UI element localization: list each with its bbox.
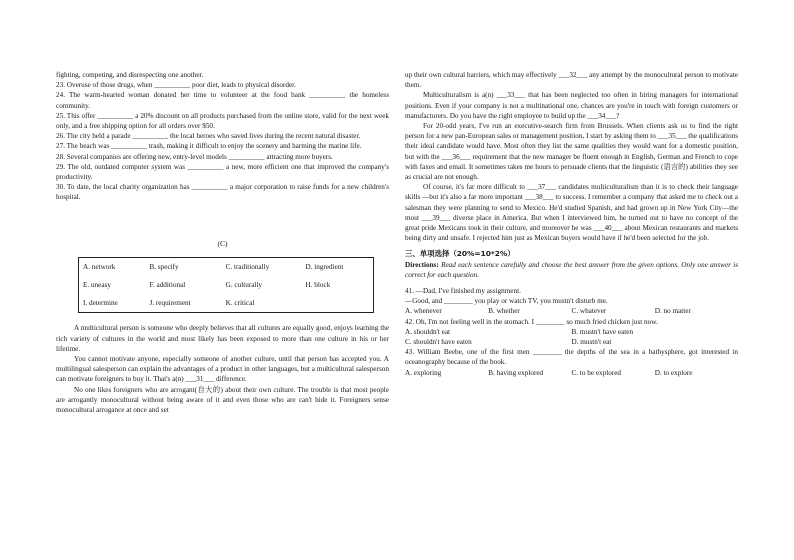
word-bank-cell: G. culturally [225,281,262,290]
right-column [405,70,738,378]
word-bank-cell [302,294,374,313]
question-41-stem: 41. —Dad, I've finished my assignment. [405,287,521,296]
fill-item: fighting, competing, and disrespecting one another. [56,71,204,79]
question-43-stem: 43. William Beebe, one of the first men ________ the depths of the sea in a bathysphere, got interested in oceanography because of the book. [405,348,738,367]
word-bank-cell: H. block [305,281,331,290]
word-bank-cell: E. uneasy [83,281,111,290]
question-42-options-2 [405,337,738,347]
question-41-stem-2: —Good, and ________ you play or watch TV, you mustn't disturb me. [405,297,608,306]
fill-item: 30. To date, the local charity organization has __________ a major corporation to raise funds for a new children's hospital. [56,183,389,202]
option-d[interactable]: D. mustn't eat [571,338,612,347]
word-bank-cell: F. additional [149,281,186,290]
left-column [56,70,389,415]
option-c[interactable]: C. shouldn't have eaten [405,338,472,347]
question-42-options [405,327,738,337]
passage-paragraph: up their own cultural barriers, which may effectively ___32___ any attempt by the monocultural person to motivate them. [405,71,738,90]
option-c[interactable]: C. whatever [571,307,607,316]
word-bank-cell: A. network [83,262,116,271]
option-a[interactable]: A. exploring [405,368,442,377]
section-3-title: 三、单项选择（20%=10*2%） [405,249,515,259]
word-bank-cell: J. requirement [149,299,191,308]
option-b[interactable]: B. whether [488,307,520,316]
fill-item: 26. The city held a parade __________ the local heroes who saved lives during the recent natural disaster. [56,132,361,141]
fill-item: 24. The warm-hearted woman donated her time to volunteer at the food bank __________ the homeless community. [56,91,389,110]
fill-item: 28. Several companies are offering new, entry-level models __________ attracting more buyers. [56,152,333,161]
fill-item: 27. The beach was __________ trash, making it difficult to enjoy the scenery and harming the marine life. [56,142,362,151]
passage-paragraph: Of course, it's far more difficult to ___37___ candidates multiculturalism than it is to check their language skills —but it's also a far more important ___38___ to success. I remember a company that asked me to check out a salesman they were planning to send to Mexico. He'd studied Spanish, and had grown up in New York City—the most ___39___ diverse place in America. But when I interviewed him, he turned out to have no concept of the great pride Mexicans took in their culture, and moreover he was ___40___ about Mexican restaurants and markets being dirty and unsafe. I rejected him just as Mexican buyers would have if he'd been selected for the job. [405,183,738,243]
directions-text: Read each sentence carefully and choose the best answer from the given options. Only one answer is correct for each question. [405,260,739,279]
word-bank-cell: D. ingredient [305,262,344,271]
fill-item: 23. Overuse of those drugs, when __________ poor diet, leads to physical disorder. [56,81,296,90]
option-d[interactable]: D. no matter [654,307,691,316]
word-bank-row [79,294,374,313]
word-bank-table [78,257,374,314]
word-bank-cell: B. specify [149,262,179,271]
directions [405,260,738,280]
question-43-options [405,368,738,378]
word-bank-row [79,257,374,276]
passage-paragraph: You cannot motivate anyone, especially someone of another culture, until that person has accepted you. A multilingual salesperson can explain the advantages of a product in other languages, but a multicultural salesperson can motivate foreigners to buy it. That's a(n) ___31___ difference. [56,355,389,384]
question-41-options [405,306,738,316]
option-a[interactable]: A. whenever [405,307,442,316]
word-bank-cell: K. critical [225,299,255,308]
option-d[interactable]: D. to explore [654,368,693,377]
word-bank-row [79,276,374,294]
directions-label: Directions: [405,260,439,269]
passage-paragraph: No one likes foreigners who are arrogant(自大的) about their own culture. The trouble is that most people are arrogantly monocultural without being aware of it and even those who are can't hide it. Foreigners sense monocultural arrogance at once and set [56,385,389,415]
option-c[interactable]: C. to be explored [571,368,622,377]
fill-item: 29. The old, outdated computer system was __________ a new, more efficient one that improved the company's productivity. [56,162,389,182]
option-b[interactable]: B. mustn't have eaten [571,327,634,336]
word-bank-cell: C. traditionally [225,262,270,271]
question-42-stem: 42. Oh, I'm not feeling well in the stomach. I ________ so much fried chicken just now. [405,317,658,326]
passage-paragraph: For 20-odd years, I've run an executive-search firm from Brussels. When clients ask us to find the right person for a new pan-European sales or management position, I start by asking them to ___35___ the qualifications their ideal candidate would have. Most often they list the same qualities they would want for a domestic position, but with the ___36___ requirement that the new manager be fluent enough in English, German and French to cope with faxes and email. It sometimes takes me hours to persuade clients that the linguistic (语言的) abilities they see as crucial are not enough. [405,122,738,182]
fill-item: 25. This offer __________ a 20% discount on all products purchased from the online store, valid for the next week only, and a free shipping option for all orders over $50. [56,111,389,131]
section-c-label: (C) [217,238,228,248]
option-a[interactable]: A. shouldn't eat [405,327,451,336]
passage-paragraph: A multicultural person is someone who deeply believes that all cultures are equally good, enjoys learning the rich variety of cultures in the world and most likely has been exposed to more than one culture in his or her lifetime. [56,324,389,353]
passage-paragraph: Multiculturalism is a(n) ___33___ that has been neglected too often in hiring managers for international positions. Even if your company is not a multinational one, chances are you're in touch with foreign customers or manufacturers. Do you have the right employee to build up the ___34___? [405,91,738,120]
word-bank-cell: I. determine [83,299,118,308]
option-b[interactable]: B. having explored [488,368,544,377]
